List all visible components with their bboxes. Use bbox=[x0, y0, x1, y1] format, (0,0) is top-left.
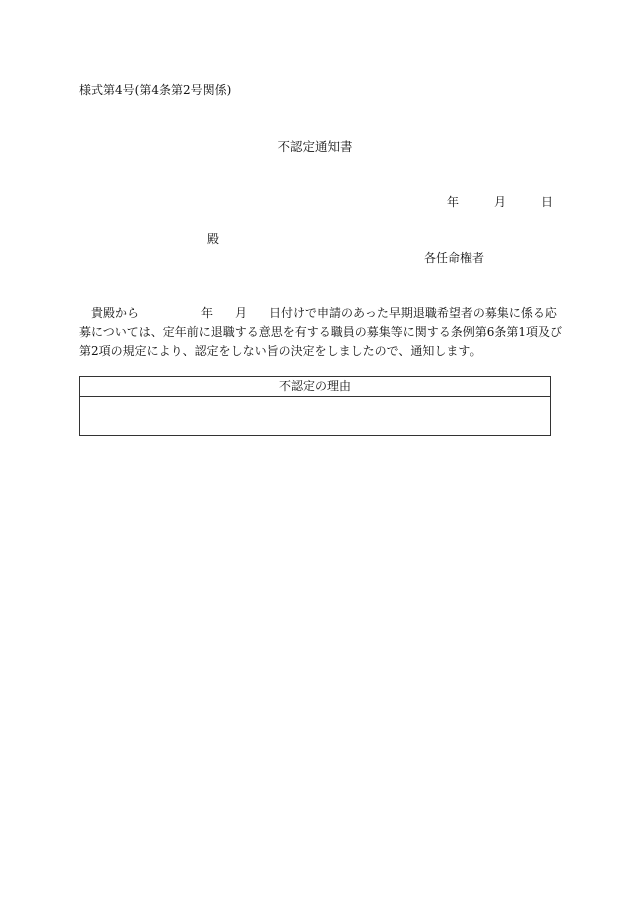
body-line-1 bbox=[79, 304, 557, 321]
reason-header: 不認定の理由 bbox=[80, 377, 550, 397]
date-day-label: 日 bbox=[541, 195, 554, 209]
body-line-2: 募については、定年前に退職する意思を有する職員の募集等に関する条例第6条第1項及び bbox=[79, 325, 563, 339]
document-title: 不認定通知書 bbox=[277, 139, 353, 154]
date-year-label: 年 bbox=[447, 195, 460, 209]
body-line-1-month: 月 bbox=[235, 306, 248, 320]
form-number: 様式第4号(第4条第2号関係) bbox=[79, 83, 232, 97]
body-line-3: 第2項の規定により、認定をしない旨の決定をしましたので、通知します。 bbox=[79, 344, 482, 358]
addressee-suffix: 殿 bbox=[207, 232, 220, 246]
date-month-label: 月 bbox=[494, 195, 507, 209]
body-line-1-year: 年 bbox=[201, 306, 214, 320]
body-line-1-start: 貴殿から bbox=[91, 306, 140, 320]
reason-table bbox=[79, 376, 551, 436]
issuer-name: 各任命権者 bbox=[424, 251, 485, 265]
body-line-1-end: 日付けで申請のあった早期退職希望者の募集に係る応 bbox=[269, 306, 557, 320]
reason-body bbox=[80, 397, 550, 436]
